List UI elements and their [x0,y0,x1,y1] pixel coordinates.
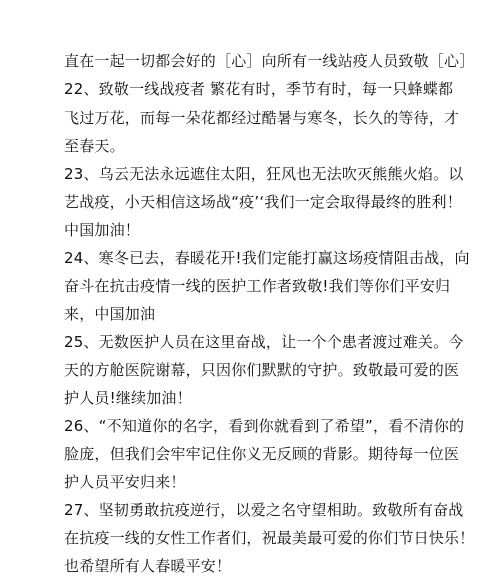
text-line: 27、坚韧勇敢抗疫逆行，以爱之名守望相助。致敬所有奋战 [64,501,464,519]
text-line: 脸庞，但我们会牢牢记住你义无反顾的背影。期待每一位医 [64,445,460,463]
text-line: 25、无数医护人员在这里奋战，让一个个患者渡过难关。今 [64,333,464,351]
text-line: 天的方舱医院谢幕，只因你们默默的守护。致敬最可爱的医 [64,361,460,379]
text-line: 奋斗在抗击疫情一线的医护工作者致敬!我们等你们平安归 [64,277,451,295]
text-line: 中国加油！ [64,221,141,239]
text-line: 护人员平安归来！ [64,473,186,491]
text-line: 直在一起一切都会好的［心］向所有一线站疫人员致敬［心］ [64,52,475,70]
text-line: 24、寒冬已去，春暖花开!我们定能打赢这场疫情阻击战，向 [64,249,470,267]
text-line: 22、致敬一线战疫者 繁花有时，季节有时，每一只蜂蝶都 [64,80,454,98]
text-line: 飞过万花，而每一朵花都经过酷暑与寒冬，长久的等待，才 [64,109,460,127]
text-line: 也希望所有人春暖平安！ [64,557,232,575]
text-line: 艺战疫，小天相信这场战“疫’‘我们一定会取得最终的胜利！ [64,193,462,211]
text-line: 护人员!继续加油！ [64,389,192,407]
text-line: 来，中国加油 [64,305,156,323]
text-line: 26、“不知道你的名字，看到你就看到了希望”，看不清你的 [64,417,465,435]
text-line: 在抗疫一线的女性工作者们，祝最美最可爱的你们节日快乐！ [64,529,475,547]
text-line: 23、乌云无法永远遮住太阳，狂风也无法吹灭熊熊火焰。以 [64,165,464,183]
text-line: 至春天。 [64,137,125,155]
